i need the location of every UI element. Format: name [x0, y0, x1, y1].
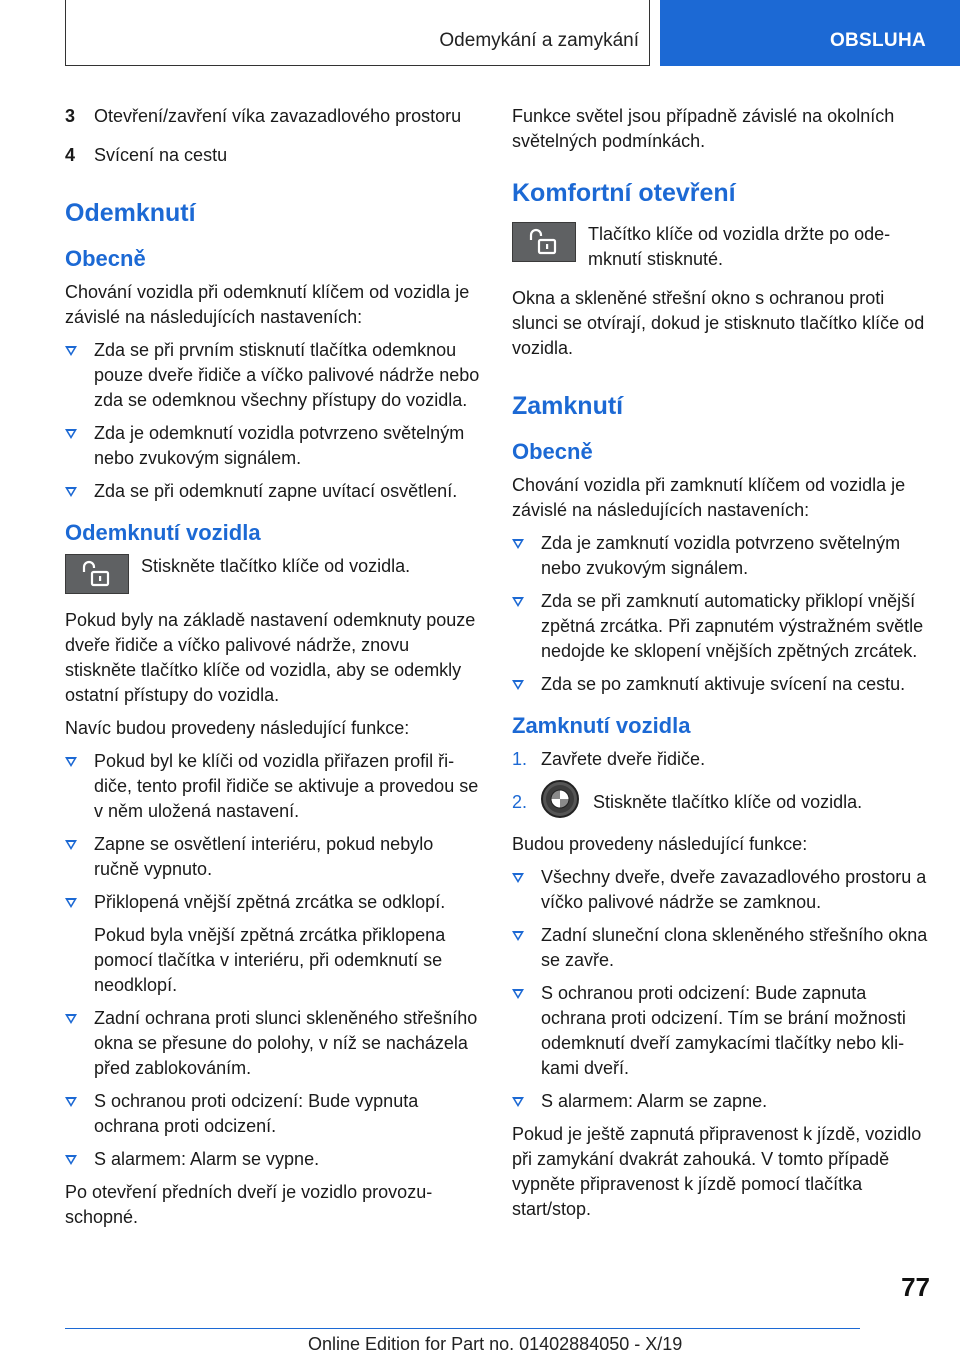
list-item: Zapne se osvětlení interiéru, pokud nebylo ručně vypnuto. — [65, 832, 480, 882]
bullet-triangle-icon — [65, 346, 77, 356]
unlock-key-row — [65, 554, 480, 594]
unlock-key-text: Stiskněte tlačítko klíče od vozidla. — [141, 556, 411, 576]
list-item: Zda se při odemknutí zapne uvítací osvětlení. — [65, 479, 480, 504]
list-item: Zda se po zamknutí aktivuje svícení na cestu. — [512, 672, 930, 697]
bullet-triangle-icon — [512, 539, 524, 549]
bullet-triangle-icon — [65, 429, 77, 439]
list-item: S alarmem: Alarm se vypne. — [65, 1147, 480, 1172]
bullet-triangle-icon — [65, 840, 77, 850]
step-number: 2. — [512, 792, 528, 812]
comfort-key-text: Tlačítko klíče od vozidla držte po odemknutí stisknuté. — [588, 224, 891, 269]
page-number: 77 — [901, 1272, 930, 1302]
list-item: Zda je zamknutí vozidla potvrzeno světelným nebo zvukovým signálem. — [512, 531, 930, 581]
list-item: Zda se při prvním stisknutí tlačítka odemknou pouze dveře řidiče a víčko palivové nádrže nebo zda se odemknou všechny přístupy do vozidla. — [65, 338, 480, 413]
footer-rule — [65, 1328, 860, 1329]
bullet-triangle-icon — [512, 931, 524, 941]
list-item: Zda se při zamknutí automaticky přiklopí vnější zpětná zrcátka. Při zapnutém výstražném světle nedojde ke sklopení vnějších zpětných zrcátek. — [512, 589, 930, 664]
closing-paragraph: Pokud je ještě zapnutá připravenost k jízdě, vozidlo při zamykání dvakrát zahouká. V tomto případě vypněte připravenost k jízdě pomocí tlačítka start/stop. — [512, 1124, 922, 1219]
list-item: S ochranou proti odcizení: Bude zapnuta ochrana proti odcizení. Tím se brání možnosti odemknutí dveří zamykacími tlačítky nebo klikami dveří. — [512, 981, 930, 1081]
bullet-triangle-icon — [512, 873, 524, 883]
lock-bullets — [512, 531, 930, 697]
bullet-triangle-icon — [512, 1097, 524, 1107]
general-intro: Chování vozidla při odemknutí klíčem od vozidla je závislé na následujících nastaveních: — [65, 282, 470, 327]
legend-item — [65, 104, 480, 129]
list-item: S ochranou proti odcizení: Bude vypnuta ochrana proti odcizení. — [65, 1089, 480, 1139]
lock-steps — [512, 747, 930, 818]
bullet-triangle-icon — [512, 597, 524, 607]
step-number: 1. — [512, 749, 528, 769]
unlock-key-icon — [512, 222, 576, 262]
step-item — [512, 790, 930, 818]
functions-intro: Navíc budou provedeny následující funkce: — [65, 718, 410, 738]
bullet-triangle-icon — [65, 1155, 77, 1165]
footer-edition: Online Edition for Part no. 01402884050 - X/19 — [308, 1334, 683, 1354]
step-text: Stiskněte tlačítko klíče od vozidla. — [593, 792, 863, 812]
legend-number: 4 — [65, 145, 76, 165]
bullet-triangle-icon — [65, 757, 77, 767]
right-column — [512, 104, 930, 1230]
mirror-note: Pokud byla vnější zpětná zrcátka přiklopena pomocí tlačítka v interiéru, při odemknutí se neodklopí. — [94, 925, 446, 995]
section-title: Odemykání a zamykání — [439, 30, 639, 51]
bullet-triangle-icon — [512, 680, 524, 690]
unlock-key-icon — [65, 554, 129, 594]
comfort-paragraph: Okna a skleněné střešní okno s ochranou proti slunci se otvírají, dokud je stisknuto tlačítko klíče od vozidla. — [512, 288, 925, 358]
heading-comfort-open: Komfortní otevření — [512, 179, 736, 207]
lock-intro: Chování vozidla při zamknutí klíčem od vozidla je závislé na následujících nastaveních: — [512, 475, 906, 520]
list-item: Přiklopená vnější zpětná zrcátka se odklopí. — [65, 890, 480, 915]
heading-unlock-vehicle: Odemknutí vozidla — [65, 520, 261, 545]
step-item — [512, 747, 930, 772]
unlock-paragraph: Pokud byly na základě nastavení odemknuty pouze dveře řidiče a víčko palivové nádrže, znovu stiskněte tlačítko klíče od vozidla, aby se odemkly ostatní přístupy do vozidla. — [65, 610, 476, 705]
bullet-triangle-icon — [512, 989, 524, 999]
bullet-triangle-icon — [65, 487, 77, 497]
bullet-triangle-icon — [65, 1097, 77, 1107]
list-item: Zadní sluneční clona skleněného střešního okna se zavře. — [512, 923, 930, 973]
list-item: Zda je odemknutí vozidla potvrzeno světelným nebo zvukovým signálem. — [65, 421, 480, 471]
bullet-triangle-icon — [65, 898, 77, 908]
bmw-logo-icon — [541, 780, 579, 818]
lock-functions — [512, 865, 930, 1114]
legend-item — [65, 143, 480, 168]
legend-text: Otevření/zavření víka zavazadlového prostoru — [94, 106, 462, 126]
heading-lock: Zamknutí — [512, 392, 624, 420]
list-item: Zadní ochrana proti slunci skleněného střešního okna se přesune do polohy, v níž se nacházela před zablokováním. — [65, 1006, 480, 1081]
heading-general: Obecně — [512, 439, 593, 464]
list-item: Pokud byl ke klíči od vozidla přiřazen profil řidiče, tento profil řidiče se aktivuje a provedou se v něm uložená nastavení. — [65, 749, 480, 824]
functions-bullets-2 — [65, 1006, 480, 1172]
legend-number: 3 — [65, 106, 76, 126]
lights-note: Funkce světel jsou případně závislé na okolních světelných podmínkách. — [512, 106, 895, 151]
left-column — [65, 104, 480, 1238]
step-text: Zavřete dveře řidiče. — [541, 749, 706, 769]
header-box — [65, 0, 650, 66]
heading-lock-vehicle: Zamknutí vozidla — [512, 713, 691, 738]
chapter-tab: OBSLUHA — [660, 0, 960, 66]
legend-text: Svícení na cestu — [94, 145, 228, 165]
bullet-triangle-icon — [65, 1014, 77, 1024]
closing-paragraph: Po otevření předních dveří je vozidlo provozuschopné. — [65, 1182, 433, 1227]
list-item: Všechny dveře, dveře zavazadlového prostoru a víčko palivové nádrže se zamknou. — [512, 865, 930, 915]
heading-unlock: Odemknutí — [65, 199, 196, 227]
general-bullets — [65, 338, 480, 504]
functions-bullets — [65, 749, 480, 915]
list-item: S alarmem: Alarm se zapne. — [512, 1089, 930, 1114]
comfort-key-row — [512, 222, 930, 272]
lock-functions-intro: Budou provedeny následující funkce: — [512, 834, 808, 854]
heading-general: Obecně — [65, 246, 146, 271]
